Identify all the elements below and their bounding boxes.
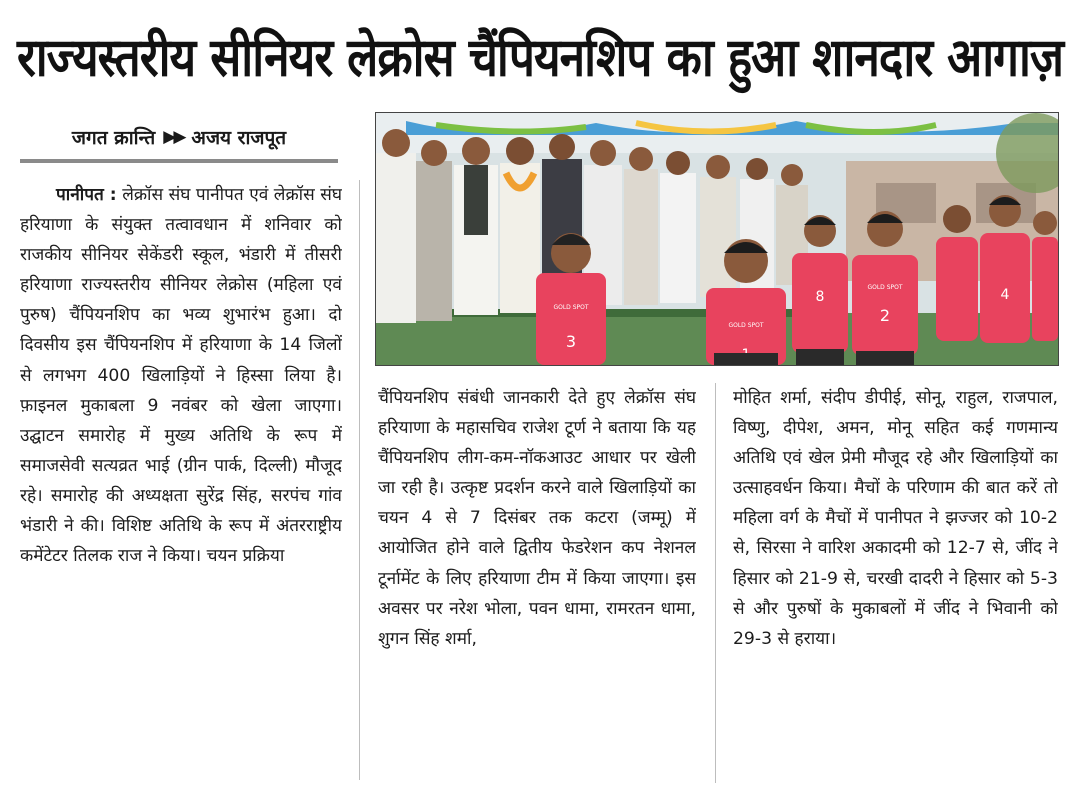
article-column-3 (733, 383, 1058, 788)
fast-forward-icon: ▶▶ (163, 127, 184, 147)
column-divider (359, 180, 360, 780)
byline-source: जगत क्रान्ति (71, 127, 156, 149)
jersey-logo-4: GOLD SPOT (867, 284, 903, 291)
byline (20, 115, 338, 163)
jersey-number-3: 8 (815, 289, 825, 305)
article-column-2 (378, 383, 696, 788)
jersey-logo-1: GOLD SPOT (553, 304, 589, 311)
column-3-text: मोहित शर्मा, संदीप डीपीई, सोनू, राहुल, राजपाल, विष्णु, दीपेश, अमन, मोनू सहित कई गणमान्य अतिथि एवं खेल प्रेमी मौजूद रहे और खिलाड़ियों का उत्साहवर्धन किया। मैचों के परिणाम की बात करें तो महिला वर्ग के मैचों में पानीपत ने झज्जर को 10-2 से, सिरसा ने वारिश अकादमी को 12-7 से, जींद ने हिसार को 21-9 से, चरखी दादरी ने हिसार को 5-3 से और पुरुषों के मुकाबलों में जींद ने भिवानी को 29-3 से हराया। (733, 388, 1058, 649)
jersey-number-1: 3 (565, 332, 577, 351)
news-photo (375, 112, 1059, 366)
article-column-1 (20, 180, 342, 788)
jersey-number-4: 2 (879, 306, 891, 325)
jersey-logo-2: GOLD SPOT (728, 322, 764, 329)
column-divider (715, 383, 716, 783)
dateline: पानीपत : (56, 185, 117, 205)
jersey-number-6: 4 (1000, 287, 1010, 303)
column-1-text: लेक्रॉस संघ पानीपत एवं लेक्रॉस संघ हरियाणा के संयुक्त तत्वावधान में शनिवार को राजकीय सीनियर सेकेंडरी स्कूल, भंडारी में तीसरी हरियाणा राज्यस्तरीय सीनियर लेक्रोस (महिला एवं पुरुष) चैंपियनशिप का भव्य शुभारंभ हुआ। दो दिवसीय इस चैंपियनशिप में हरियाणा के 14 जिलों से लगभग 400 खिलाड़ियों ने हिस्सा लिया है। फ़ाइनल मुकाबला 9 नवंबर को खेला जाएगा। उद्घाटन समारोह में मुख्य अतिथि के रूप में समाजसेवी सत्यव्रत भाई (ग्रीन पार्क, दिल्ली) मौजूद रहे। समारोह की अध्यक्षता सुरेंद्र सिंह, सरपंच गांव भंडारी ने की। विशिष्ट अतिथि के रूप में अंतरराष्ट्रीय कमेंटेटर तिलक राज ने किया। चयन प्रक्रिया (20, 185, 342, 567)
headline: राज्यस्तरीय सीनियर लेक्रोस चैंपियनशिप का हुआ शानदार आगाज़ (16, 25, 1064, 89)
column-2-text: चैंपियनशिप संबंधी जानकारी देते हुए लेक्रॉस संघ हरियाणा के महासचिव राजेश टूर्ण ने बताया कि यह चैंपियनशिप लीग-कम-नॉकआउट आधार पर खेली जा रही है। उत्कृष्ट प्रदर्शन करने वाले खिलाड़ियों का चयन 4 से 7 दिसंबर तक कटरा (जम्मू) में आयोजित होने वाले द्वितीय फेडरेशन कप नेशनल टूर्नामेंट के लिए हरियाणा टीम में किया जाएगा। इस अवसर पर नरेश भोला, पवन धामा, रामरतन धामा, शुगन सिंह शर्मा, (378, 388, 696, 649)
byline-author: अजय राजपूत (191, 127, 287, 149)
